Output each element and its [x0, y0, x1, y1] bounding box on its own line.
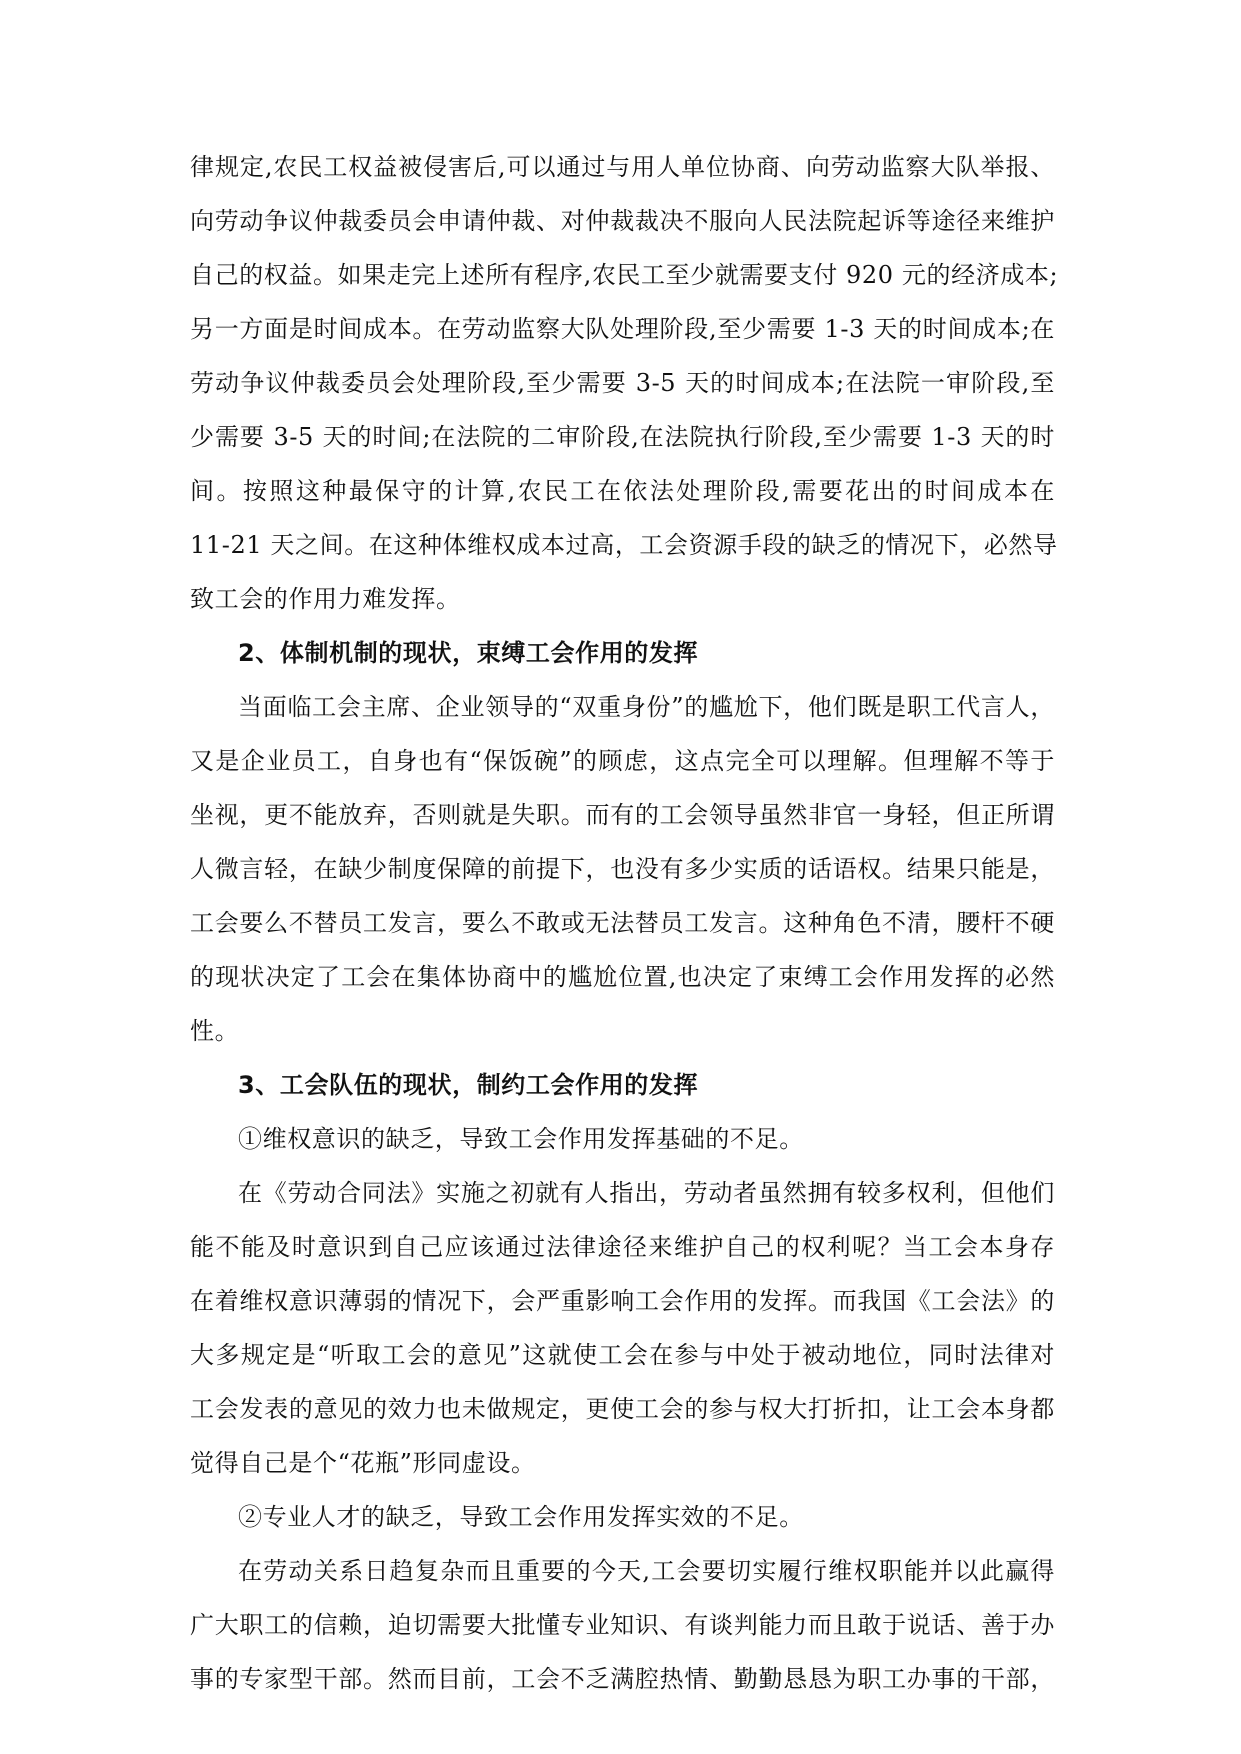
paragraph-line: 能不能及时意识到自己应该通过法律途径来维护自己的权利呢？当工会本身存 — [190, 1233, 1055, 1261]
paragraph-line: 劳动争议仲裁委员会处理阶段,至少需要 3-5 天的时间成本;在法院一审阶段,至 — [190, 369, 1055, 397]
paragraph-line: 广大职工的信赖，迫切需要大批懂专业知识、有谈判能力而且敢于说话、善于办 — [190, 1611, 1055, 1639]
paragraph-line: 工会发表的意见的效力也未做规定，更使工会的参与权大打折扣，让工会本身都 — [190, 1395, 1055, 1423]
paragraph-first-line: 在《劳动合同法》实施之初就有人指出，劳动者虽然拥有较多权利，但他们 — [238, 1179, 1055, 1207]
section-heading: 2、体制机制的现状，束缚工会作用的发挥 — [238, 639, 699, 667]
subheading-line: ②专业人才的缺乏，导致工会作用发挥实效的不足。 — [238, 1503, 804, 1531]
subheading-line: ①维权意识的缺乏，导致工会作用发挥基础的不足。 — [238, 1125, 804, 1153]
paragraph-line: 的现状决定了工会在集体协商中的尴尬位置,也决定了束缚工会作用发挥的必然 — [190, 963, 1055, 991]
paragraph-line: 事的专家型干部。然而目前，工会不乏满腔热情、勤勤恳恳为职工办事的干部， — [190, 1665, 1055, 1693]
paragraph-line: 工会要么不替员工发言，要么不敢或无法替员工发言。这种角色不清，腰杆不硬 — [190, 909, 1055, 937]
paragraph-line: 大多规定是“听取工会的意见”这就使工会在参与中处于被动地位，同时法律对 — [190, 1341, 1055, 1369]
paragraph-line: 人微言轻，在缺少制度保障的前提下，也没有多少实质的话语权。结果只能是， — [190, 855, 1055, 883]
paragraph-line: 又是企业员工，自身也有“保饭碗”的顾虑，这点完全可以理解。但理解不等于 — [190, 747, 1055, 775]
paragraph-line: 在着维权意识薄弱的情况下，会严重影响工会作用的发挥。而我国《工会法》的 — [190, 1287, 1055, 1315]
paragraph-last-line: 觉得自己是个“花瓶”形同虚设。 — [190, 1449, 536, 1477]
section-heading: 3、工会队伍的现状，制约工会作用的发挥 — [238, 1071, 699, 1099]
paragraph-line: 坐视，更不能放弃，否则就是失职。而有的工会领导虽然非官一身轻，但正所谓 — [190, 801, 1055, 829]
paragraph-last-line: 性。 — [190, 1017, 240, 1045]
document-body — [190, 140, 1059, 1706]
paragraph-line: 自己的权益。如果走完上述所有程序,农民工至少就需要支付 920 元的经济成本; — [190, 261, 1059, 289]
paragraph-last-line: 致工会的作用力难发挥。 — [190, 585, 461, 613]
paragraph-line: 律规定,农民工权益被侵害后,可以通过与用人单位协商、向劳动监察大队举报、 — [190, 153, 1055, 181]
paragraph-line: 11-21 天之间。在这种体维权成本过高，工会资源手段的缺乏的情况下，必然导 — [190, 531, 1058, 559]
paragraph-line: 间。按照这种最保守的计算,农民工在依法处理阶段,需要花出的时间成本在 — [190, 477, 1055, 505]
paragraph-line: 少需要 3-5 天的时间;在法院的二审阶段,在法院执行阶段,至少需要 1-3 天的时 — [190, 423, 1055, 451]
paragraph-line: 向劳动争议仲裁委员会申请仲裁、对仲裁裁决不服向人民法院起诉等途径来维护 — [190, 207, 1055, 235]
paragraph-first-line: 当面临工会主席、企业领导的“双重身份”的尴尬下，他们既是职工代言人， — [238, 693, 1055, 721]
paragraph-line: 另一方面是时间成本。在劳动监察大队处理阶段,至少需要 1-3 天的时间成本;在 — [190, 315, 1055, 343]
paragraph-first-line: 在劳动关系日趋复杂而且重要的今天,工会要切实履行维权职能并以此赢得 — [238, 1557, 1055, 1585]
